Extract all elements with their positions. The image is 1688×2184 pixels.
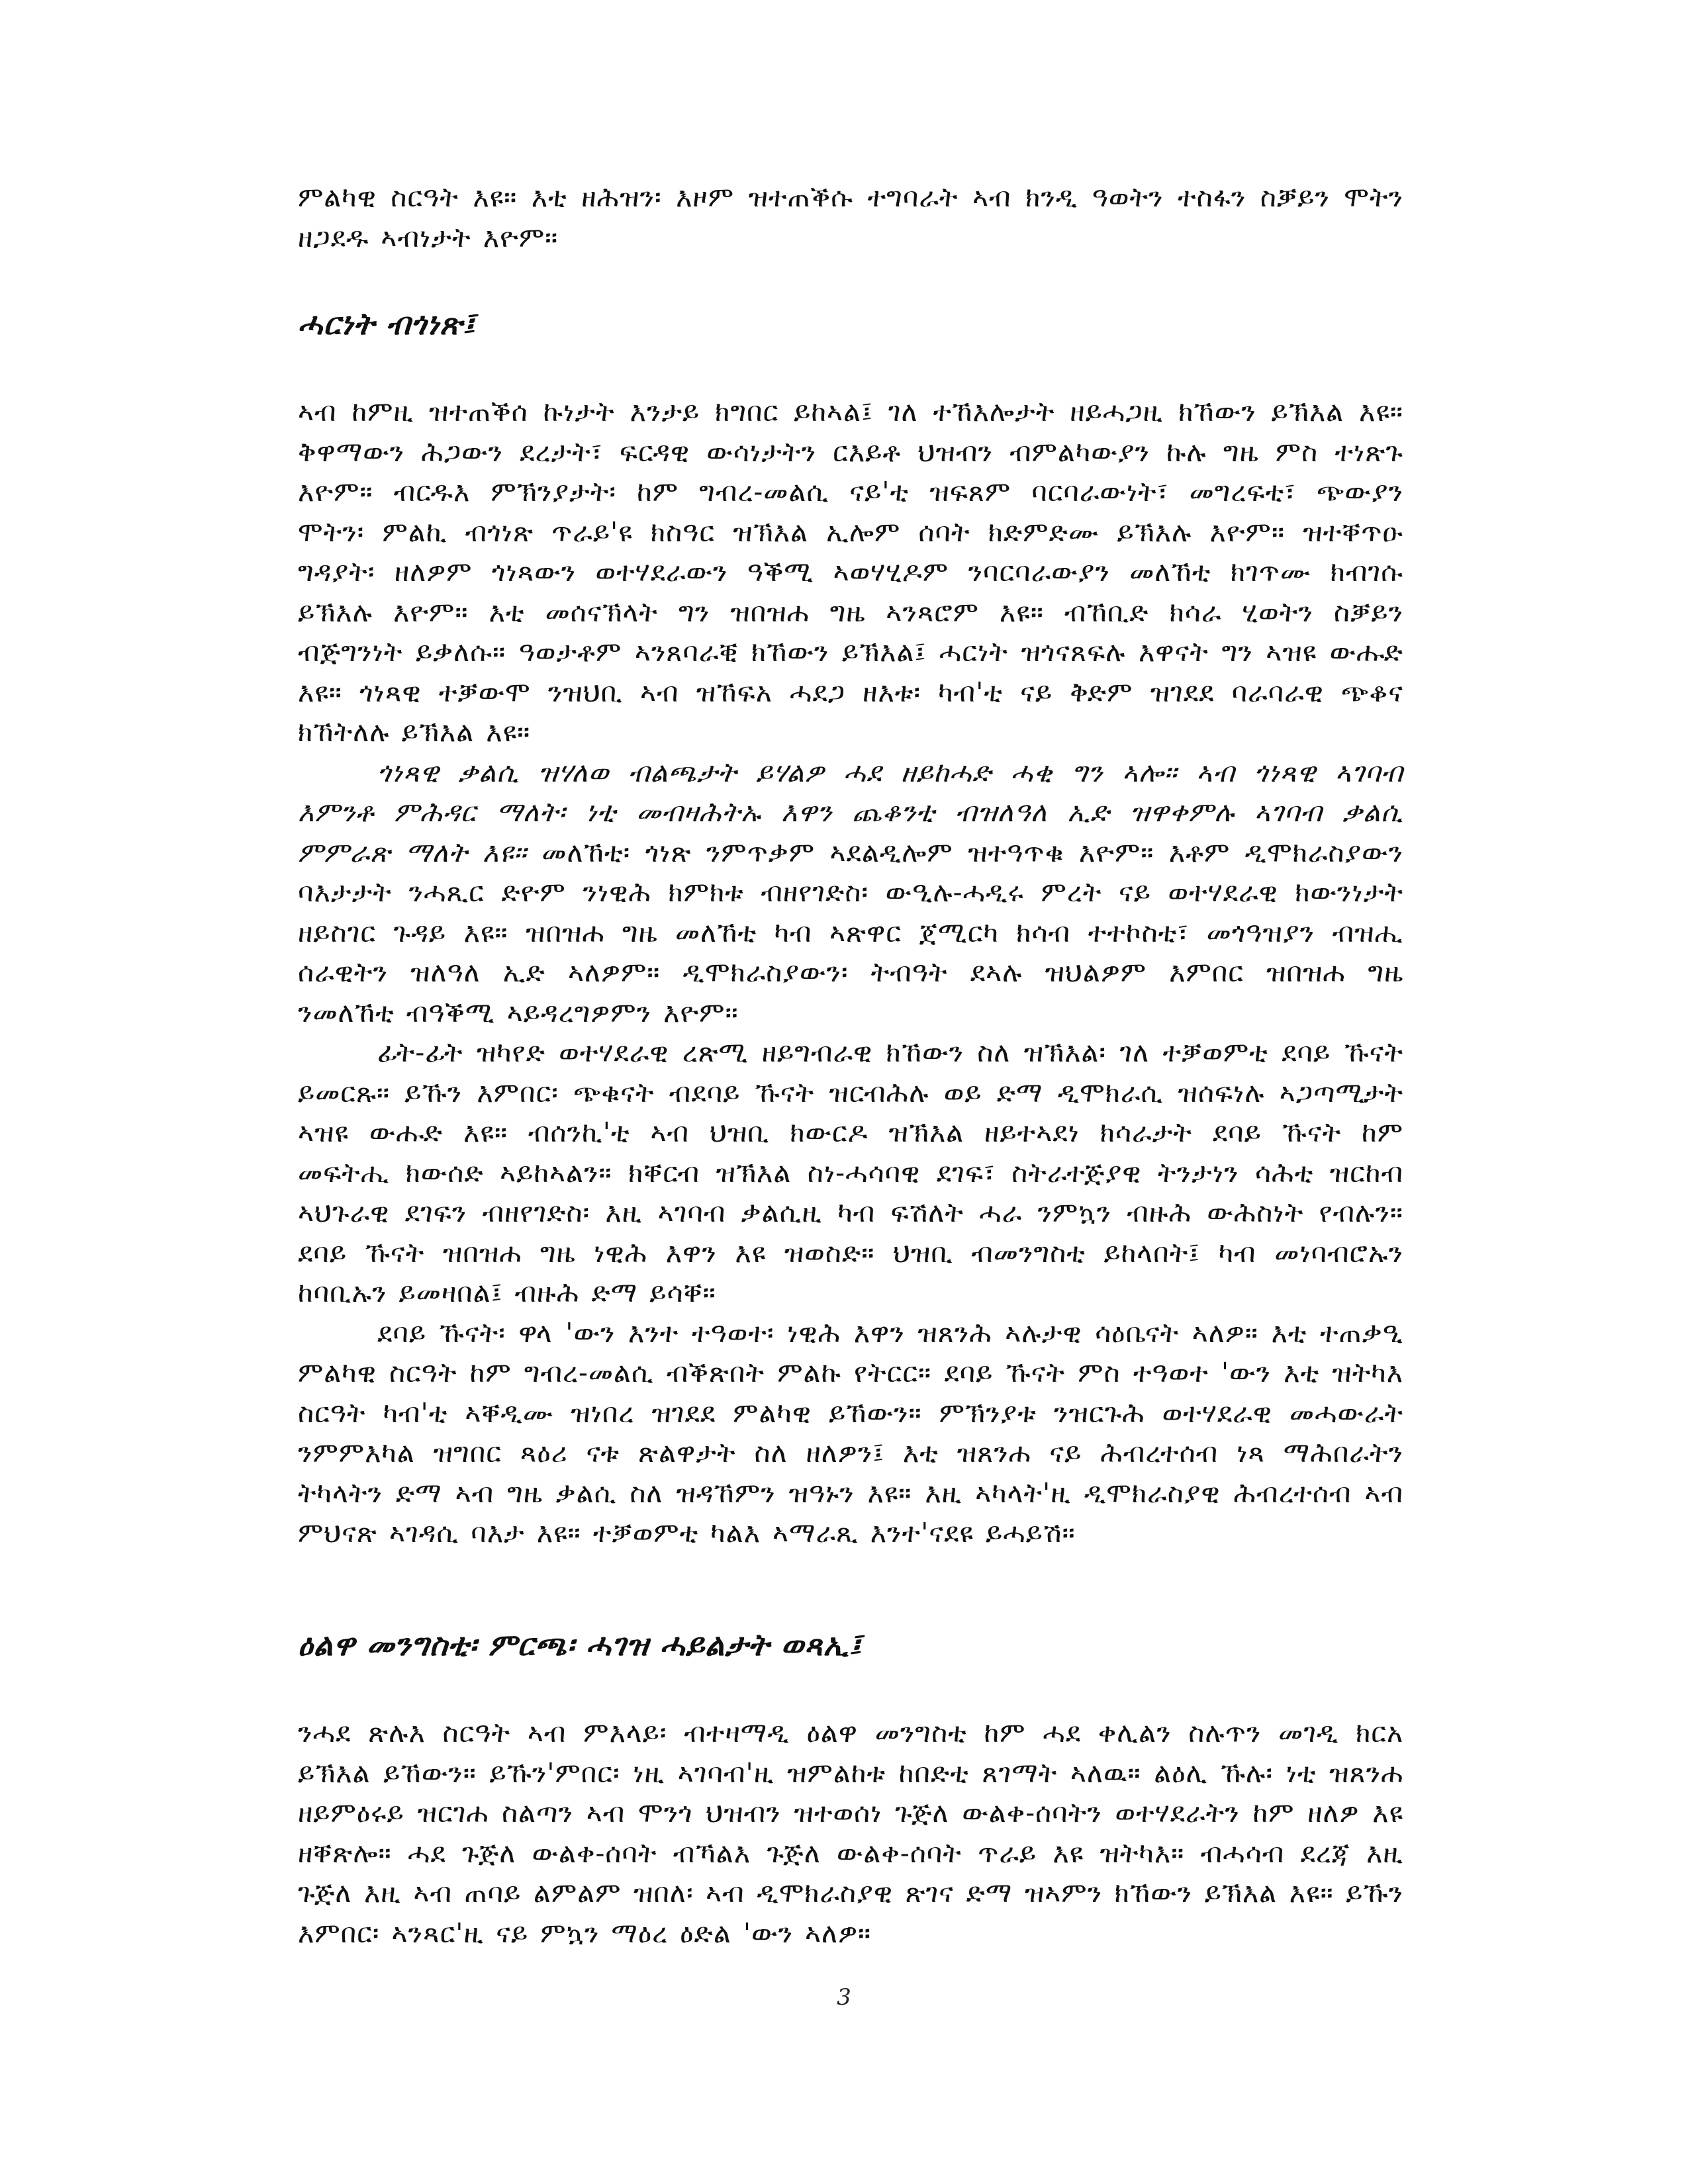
- page-number: 3: [837, 1984, 851, 2011]
- section-heading-coup-elections-foreign-help: ዕልዋ መንግስቲ፡ ምርጫ፡ ሓገዝ ሓይልታት ወጻኢ፤: [298, 1627, 863, 1662]
- section1-paragraph-4: ደባይ ኹናት፡ ዋላ 'ውን እንተ ተዓወተ፡ ነዊሕ እዋን ዝጸንሕ ኣሉታዊ ሳዕቤናት ኣለዎ። እቲ ተጠቃዒ ምልካዊ ስርዓት ከም ግብረ-መልሲ ብቕጽበት ምልኩ የትርር። ደባይ ኹናት ምስ ተዓወተ 'ውን እቲ ዝትካእ ስርዓት ካብ'ቲ ኣቐዲሙ ዝነበረ ዝገደደ ምልካዊ ይኸውን። ምኽንያቱ ንዝርጉሕ ወተሃደራዊ መሓውራት ንምምእካል ዝግበር ጻዕሪ ናቱ ጽልዋታት ስለ ዘለዎን፤ እቲ ዝጸንሐ ናይ ሕብረተሰብ ነጻ ማሕበራትን ትካላትን ድማ ኣብ ግዜ ቃልሲ ስለ ዝዳኸምን ዝዓኑን እዩ። እዚ ኣካላት'ዚ ዲሞክራስያዊ ሕብረተሰብ ኣብ ምህናጽ ኣገዳሲ ባእታ እዩ። ተቓወምቲ ካልእ ኣማራጺ እንተ'ናደዩ ይሓይሽ።: [298, 1316, 1403, 1549]
- section1-paragraph-1: ኣብ ከምዚ ዝተጠቕሰ ኩነታት እንታይ ክግበር ይከኣል፤ ገለ ተኸእሎታት ዘይሓጋዚ ክኸውን ይኽእል እዩ። ቅዋማውን ሕጋውን ደረታት፣ ፍርዳዊ ውሳነታትን ርእይቶ ህዝብን ብምልካውያን ኩሉ ግዜ ምስ ተነጽጉ እዮም። ብርዱእ ምኽንያታት፡ ከም ግብረ-መልሲ ናይ'ቲ ዝፍጸም ባርባራውነት፣ መግረፍቲ፣ ጭውያን ሞትን፡ ምልኪ ብጎነጽ ጥራይ'ዩ ክስዓር ዝኽእል ኢሎም ሰባት ክድምድሙ ይኽእሉ እዮም። ዝተቐጥዑ ግዳያት፡ ዘለዎም ጎነጻውን ወተሃደራውን ዓቕሚ ኣወሃሂዶም ንባርባራውያን መለኸቲ ክገጥሙ ክብገሱ ይኽእሉ እዮም። እቲ መሰናኽላት ግን ዝበዝሐ ግዜ ኣንጻሮም እዩ። ብኸቢድ ክሳራ ሂወትን ስቓይን ብጅግንነት ይቃለሱ። ዓወታቶም ኣንጸባራቒ ክኸውን ይኽእል፤ ሓርነት ዝጎናጸፍሉ እዋናት ግን ኣዝዩ ውሑድ እዩ። ጎነጻዊ ተቓውሞ ንዝህቢ ኣብ ዝኸፍአ ሓደጋ ዘእቱ፡ ካብ'ቲ ናይ ቅድም ዝገደደ ባራባራዊ ጭቆና ክኸትለሉ ይኽእል እዩ።: [298, 396, 1403, 748]
- section1-body: [298, 392, 1403, 1553]
- intro-text: ምልካዊ ስርዓት እዩ። እቲ ዘሕዝን፡ እዞም ዝተጠቕሱ ተግባራት ኣብ ክንዲ ዓወትን ተስፋን ስቓይን ሞትን ዘጋደዱ ኣብነታት እዮም።: [298, 181, 1403, 253]
- section-heading-armed-freedom: ሓርነት ብጎነጽ፤: [298, 306, 476, 341]
- section1-paragraph-2-rest: መለኸቲ፡ ጎነጽ ንምጥቃም ኣደልዲሎም ዝተዓጥቁ እዮም። እቶም ዲሞክራስያውን ባእታታት ንሓጺር ድዮም ንነዊሕ ክምክቱ ብዘየገድስ፡ ውዒሉ-ሓዲሩ ምረት ናይ ወተሃደራዊ ክውንነታት ዘይስገር ጉዳይ እዩ። ዝበዝሐ ግዜ መለኸቲ ካብ ኣጽዋር ጀሚርካ ክሳብ ተተኮስቲ፣ መጎዓዝያን ብዝሒ ሰራዊትን ዝለዓለ ኢድ ኣለዎም። ዲሞክራስያውን፡ ትብዓት ደኣሉ ዝህልዎም እምበር ዝበዝሐ ግዜ ንመለኸቲ ብዓቕሚ ኣይዳረግዎምን እዮም።: [298, 836, 1403, 1028]
- section1-paragraph-3: ፊት-ፊት ዝካየድ ወተሃደራዊ ረጽሚ ዘይግብራዊ ክኸውን ስለ ዝኽእል፡ ገለ ተቓወምቲ ደባይ ኹናት ይመርጹ። ይኹን እምበር፡ ጭቁናት ብደባይ ኹናት ዝርብሕሉ ወይ ድማ ዲሞክራሲ ዝሰፍነሉ ኣጋጣሚታት ኣዝዩ ውሑድ እዩ። ብሰንኪ'ቲ ኣብ ህዝቢ ክውርዶ ዝኽእል ዘይተኣደነ ክሳራታት ደባይ ኹናት ከም መፍትሒ ክውሰድ ኣይከኣልን። ክቐርብ ዝኽእል ስነ-ሓሳባዊ ደገፍ፣ ስትራተጅያዊ ትንታነን ሳሕቲ ዝርከብ ኣህጉራዊ ደገፍን ብዘየገድስ፡ እዚ ኣገባብ ቃልሲዚ ካብ ፍሽለት ሓራ ንምኳን ብዙሕ ውሕስነት የብሉን። ደባይ ኹናት ዝበዝሐ ግዜ ነዊሕ እዋን እዩ ዝወስድ። ህዝቢ ብመንግስቲ ይከላበት፤ ካብ መነባብሮኡን ከባቢኡን ይመዛበል፤ ብዙሕ ድማ ይሳቐ።: [298, 1036, 1403, 1308]
- intro-paragraph: [298, 177, 1403, 257]
- section2-body: [298, 1713, 1403, 1953]
- section1-paragraph-2-italic: ጎነጻዊ ቃልሲ ዝሃለወ ብልጫታት ይሃልዎ ሓደ ዘይከሓድ ሓቂ ግን ኣሎ። ኣብ ጎነጻዊ ኣገባብ እምንቶ ምሕዳር ማለት፡ ነቲ መብዛሕትኡ እዋን ጨቆንቲ ብዝለዓለ ኢድ ዝዋቀምሉ ኣገባብ ቃልሲ ምምራጽ ማለት እዩ።: [298, 756, 1403, 868]
- section2-paragraph-1: ንሓደ ጽሉእ ስርዓት ኣብ ምእላይ፡ ብተዛማዲ ዕልዋ መንግስቲ ከም ሓደ ቀሊልን ስሉጥን መገዲ ክርአ ይኽእል ይኸውን። ይኹን'ምበር፡ ነዚ ኣገባብ'ዚ ዝምልከቱ ከበድቲ ጸገማት ኣለዉ። ልዕሊ ኹሉ፡ ነቲ ዝጸንሐ ዘይምዕሩይ ዝርገሐ ስልጣን ኣብ ሞንጎ ህዝብን ዝተወሰነ ጉጅለ ውልቀ-ሰባትን ወተሃደራትን ከም ዘለዎ እዩ ዘቐጽሎ። ሓደ ጉጅለ ውልቀ-ሰባት ብኻልእ ጉጅለ ውልቀ-ሰባት ጥራይ እዩ ዝትካእ። ብሓሳብ ደረጃ እዚ ጉጅለ እዚ ኣብ ጠባይ ልምልም ዝበለ፡ ኣብ ዲሞክራስያዊ ጽገና ድማ ዝኣምን ክኸውን ይኽእል እዩ። ይኹን እምበር፡ ኣንጻር'ዚ ናይ ምኳን ማዕረ ዕድል 'ውን ኣለዎ።: [298, 1717, 1403, 1949]
- section1-paragraph-2: [298, 752, 1403, 1033]
